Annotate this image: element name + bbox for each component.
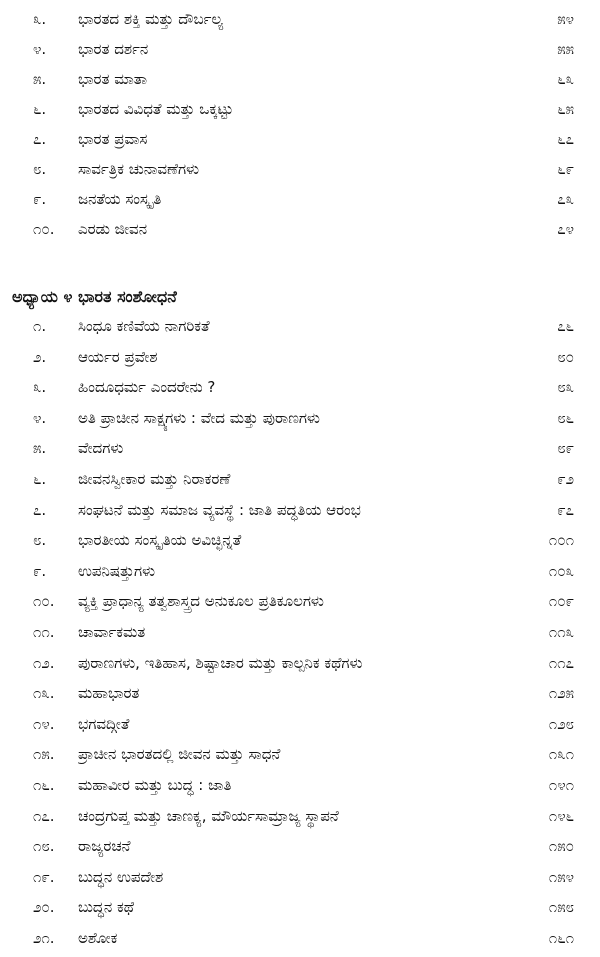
item-number: ೧೮. — [33, 837, 55, 856]
item-page: ೯೨ — [557, 469, 574, 488]
item-title: ವ್ಯಕ್ತಿ ಪ್ರಾಧಾನ್ಯ ತತ್ವಶಾಸ್ತ್ರದ ಅನುಕೂಲ ಪ್ರತಿಕೂಲಗಳು — [78, 592, 324, 611]
item-page: ೧೪೬ — [548, 806, 574, 825]
item-number: ೮. — [33, 160, 47, 178]
item-title: ಜೀವನಸ್ವೀಕಾರ ಮತ್ತು ನಿರಾಕರಣೆ — [78, 469, 231, 488]
item-title: ಆರ್ಯರ ಪ್ರವೇಶ — [78, 347, 158, 366]
item-page: ೮೬ — [557, 408, 574, 427]
list-item — [0, 311, 600, 342]
item-title: ವೇದಗಳು — [78, 439, 124, 458]
list-item — [0, 433, 600, 464]
list-item — [0, 556, 600, 587]
item-page: ೧೦೯ — [548, 592, 574, 611]
list-item — [0, 739, 600, 770]
item-title: ಜನತೆಯ ಸಂಸ್ಕೃತಿ — [78, 190, 162, 208]
item-title: ಮಹಾವೀರ ಮತ್ತು ಬುದ್ಧ : ಜಾತಿ — [78, 775, 232, 794]
item-number: ೧೧. — [33, 622, 55, 641]
list-item — [0, 801, 600, 832]
item-title: ರಾಜ್ಯರಚನೆ — [78, 837, 131, 856]
item-page: ೧೦೩ — [548, 561, 574, 580]
contents-list-continued — [0, 4, 600, 244]
item-number: ೨೧. — [33, 928, 55, 947]
item-number: ೩. — [33, 378, 47, 397]
list-item — [0, 342, 600, 373]
item-page: ೭೪ — [557, 220, 574, 238]
item-number: ೪. — [33, 40, 47, 58]
chapter-contents-list — [0, 311, 600, 951]
item-number: ೩. — [33, 10, 47, 28]
list-item — [0, 124, 600, 154]
list-item — [0, 923, 600, 954]
item-title: ಭಾರತೀಯ ಸಂಸ್ಕೃತಿಯ ಅವಿಚ್ಛಿನ್ನತೆ — [78, 531, 242, 550]
list-item — [0, 464, 600, 495]
item-number: ೯. — [33, 561, 47, 580]
item-page: ೭೬ — [557, 317, 574, 335]
item-title: ಅಶೋಕ — [78, 928, 118, 947]
list-item — [0, 403, 600, 434]
list-item — [0, 770, 600, 801]
item-page: ೮೦ — [557, 347, 574, 366]
item-number: ೧೫. — [33, 745, 55, 764]
item-number: ೧೩. — [33, 684, 55, 703]
item-title: ಸಂಘಟನೆ ಮತ್ತು ಸಮಾಜ ವ್ಯವಸ್ಥೆ : ಜಾತಿ ಪದ್ಧತಿಯ ಆರಂಭ — [78, 500, 361, 519]
list-item — [0, 214, 600, 244]
item-title: ಭಾರತ ದರ್ಶನ — [78, 40, 149, 58]
list-item — [0, 64, 600, 94]
list-item — [0, 372, 600, 403]
item-number: ೫. — [33, 70, 47, 88]
item-title: ಅತಿ ಪ್ರಾಚೀನ ಸಾಕ್ಷ್ಯಗಳು : ವೇದ ಮತ್ತು ಪುರಾಣಗಳು — [78, 408, 320, 427]
item-number: ೪. — [33, 408, 47, 427]
list-item — [0, 678, 600, 709]
list-item — [0, 892, 600, 923]
item-page: ೧೩೧ — [548, 745, 574, 764]
item-title: ಮಹಾಭಾರತ — [78, 684, 140, 703]
item-number: ೧೭. — [33, 806, 55, 825]
item-page: ೬೩ — [557, 70, 574, 88]
item-page: ೧೨೫ — [548, 684, 574, 703]
item-page: ೬೭ — [557, 130, 574, 148]
item-page: ೫೪ — [557, 10, 574, 28]
item-page: ೧೫೮ — [548, 898, 574, 917]
item-title: ಭಗವದ್ಗೀತೆ — [78, 714, 130, 733]
item-title: ಭಾರತ ಮಾತಾ — [78, 70, 147, 88]
item-page: ೯೭ — [557, 500, 574, 519]
item-number: ೭. — [33, 130, 47, 148]
item-number: ೫. — [33, 439, 47, 458]
list-item — [0, 617, 600, 648]
item-number: ೧೦. — [33, 592, 55, 611]
list-item — [0, 4, 600, 34]
item-title: ಹಿಂದೂಧರ್ಮ ಎಂದರೇನು ? — [78, 378, 216, 397]
item-title: ಭಾರತ ಪ್ರವಾಸ — [78, 130, 148, 148]
item-page: ೧೧೭ — [548, 653, 574, 672]
list-item — [0, 862, 600, 893]
item-title: ಪ್ರಾಚೀನ ಭಾರತದಲ್ಲಿ ಜೀವನ ಮತ್ತು ಸಾಧನೆ — [78, 745, 281, 764]
item-page: ೧೫೦ — [548, 837, 574, 856]
item-title: ಭಾರತದ ವಿವಿಧತೆ ಮತ್ತು ಒಕ್ಕಟ್ಟು — [78, 100, 234, 118]
item-title: ಚಾರ್ವಾಕಮತ — [78, 622, 146, 641]
list-item — [0, 94, 600, 124]
item-page: ೬೫ — [557, 100, 574, 118]
item-title: ಬುದ್ಧನ ಉಪದೇಶ — [78, 867, 164, 886]
item-page: ೮೯ — [557, 439, 574, 458]
item-number: ೮. — [33, 531, 47, 550]
item-title: ಸಾರ್ವತ್ರಿಕ ಚುನಾವಣೆಗಳು — [78, 160, 199, 178]
item-number: ೧೯. — [33, 867, 55, 886]
item-title: ಉಪನಿಷತ್ತುಗಳು — [78, 561, 156, 580]
list-item — [0, 709, 600, 740]
chapter-heading: ಅಧ್ಯಾಯ ೪ ಭಾರತ ಸಂಶೋಧನೆ — [12, 287, 177, 306]
item-page: ೧೨೮ — [548, 714, 574, 733]
item-number: ೭. — [33, 500, 47, 519]
item-page: ೧೫೪ — [548, 867, 574, 886]
item-page: ೧೦೧ — [548, 531, 574, 550]
item-page: ೬೯ — [557, 160, 574, 178]
list-item — [0, 831, 600, 862]
item-title: ಚಂದ್ರಗುಪ್ತ ಮತ್ತು ಚಾಣಕ್ಯ, ಮೌರ್ಯಸಾಮ್ರಾಜ್ಯ ಸ್ಥಾಪನೆ — [78, 806, 339, 825]
list-item — [0, 525, 600, 556]
item-page: ೭೩ — [557, 190, 574, 208]
list-item — [0, 184, 600, 214]
list-item — [0, 495, 600, 526]
item-title: ಭಾರತದ ಶಕ್ತಿ ಮತ್ತು ದೌರ್ಬಲ್ಯ — [78, 10, 224, 28]
list-item — [0, 648, 600, 679]
item-title: ಪುರಾಣಗಳು, ಇತಿಹಾಸ, ಶಿಷ್ಟಾಚಾರ ಮತ್ತು ಕಾಲ್ಪನಿಕ ಕಥೆಗಳು — [78, 653, 363, 672]
item-number: ೧೦. — [33, 220, 55, 238]
list-item — [0, 586, 600, 617]
item-number: ೨. — [33, 347, 47, 366]
item-number: ೬. — [33, 100, 47, 118]
item-page: ೮೩ — [557, 378, 574, 397]
list-item — [0, 34, 600, 64]
item-number: ೯. — [33, 190, 47, 208]
item-title: ಸಿಂಧೂ ಕಣಿವೆಯ ನಾಗರಿಕತೆ — [78, 317, 210, 335]
item-number: ೧. — [33, 317, 47, 335]
item-number: ೨೦. — [33, 898, 55, 917]
item-number: ೧೬. — [33, 775, 55, 794]
item-page: ೫೫ — [557, 40, 574, 58]
item-title: ಎರಡು ಜೀವನ — [78, 220, 148, 238]
item-title: ಬುದ್ಧನ ಕಥೆ — [78, 898, 134, 917]
item-number: ೧೪. — [33, 714, 55, 733]
item-number: ೧೨. — [33, 653, 55, 672]
item-page: ೧೬೧ — [548, 928, 574, 947]
item-page: ೧೪೧ — [548, 775, 574, 794]
item-page: ೧೧೩ — [548, 622, 574, 641]
item-number: ೬. — [33, 469, 47, 488]
list-item — [0, 154, 600, 184]
